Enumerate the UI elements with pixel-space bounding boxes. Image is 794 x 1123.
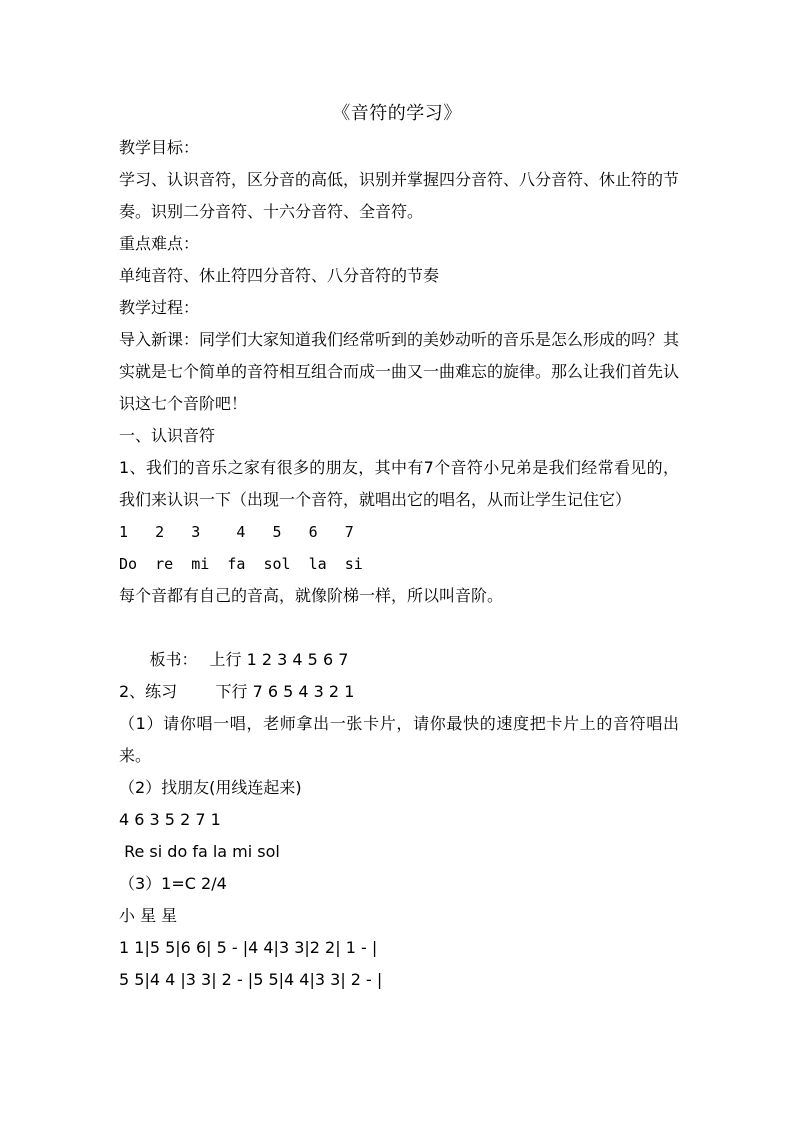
exercise1: （1）请你唱一唱，老师拿出一张卡片，请你最快的速度把卡片上的音符唱出来。 <box>119 714 679 765</box>
document-body <box>119 132 679 996</box>
part1-heading: 一、认识音符 <box>119 426 216 445</box>
difficulty-heading: 重点难点： <box>119 234 200 253</box>
part1-item1: 1、我们的音乐之家有很多的朋友，其中有7个音符小兄弟是我们经常看见的，我们来认识一下（出现一个音符，就唱出它的唱名，从而让学生记住它） <box>119 458 679 509</box>
document-title: 《音符的学习》 <box>332 103 462 124</box>
exercise2: （2）找朋友(用线连起来) <box>119 778 302 797</box>
exercise2-numbers: 4 6 3 5 2 7 1 <box>119 810 221 829</box>
board-row <box>119 612 679 669</box>
solfege-row: Do re mi fa sol la si <box>119 555 363 573</box>
pitch-text: 每个音都有自己的音高，就像阶梯一样，所以叫音阶。 <box>119 586 504 605</box>
goal-text: 学习、认识音符，区分音的高低，识别并掌握四分音符、八分音符、休止符的节奏。识别二分音符、十六分音符、全音符。 <box>119 170 680 221</box>
difficulty-text: 单纯音符、休止符四分音符、八分音符的节奏 <box>119 266 440 285</box>
exercise2-syllables: Re si do fa la mi sol <box>119 842 280 861</box>
intro-text: 导入新课：同学们大家知道我们经常听到的美妙动听的音乐是怎么形成的吗？其实就是七个简单的音符相互组合而成一曲又一曲难忘的旋律。那么让我们首先认识这七个音阶吧！ <box>119 330 680 413</box>
board-down: 下行 7 6 5 4 3 2 1 <box>215 682 355 701</box>
score-line-1: 1 1|5 5|6 6| 5 - |4 4|3 3|2 2| 1 - | <box>119 938 378 957</box>
part2-heading: 2、练习 <box>119 682 178 701</box>
process-heading: 教学过程： <box>119 298 200 317</box>
goal-heading: 教学目标： <box>119 138 200 157</box>
board-up: 上行 1 2 3 4 5 6 7 <box>209 650 349 669</box>
exercise3: （3）1=C 2/4 <box>119 874 227 893</box>
board-label: 板书： <box>149 650 198 669</box>
score-line-2: 5 5|4 4 |3 3| 2 - |5 5|4 4|3 3| 2 - | <box>119 970 383 989</box>
numbers-row: 1 2 3 4 5 6 7 <box>119 523 354 541</box>
song-title: 小 星 星 <box>119 906 178 925</box>
